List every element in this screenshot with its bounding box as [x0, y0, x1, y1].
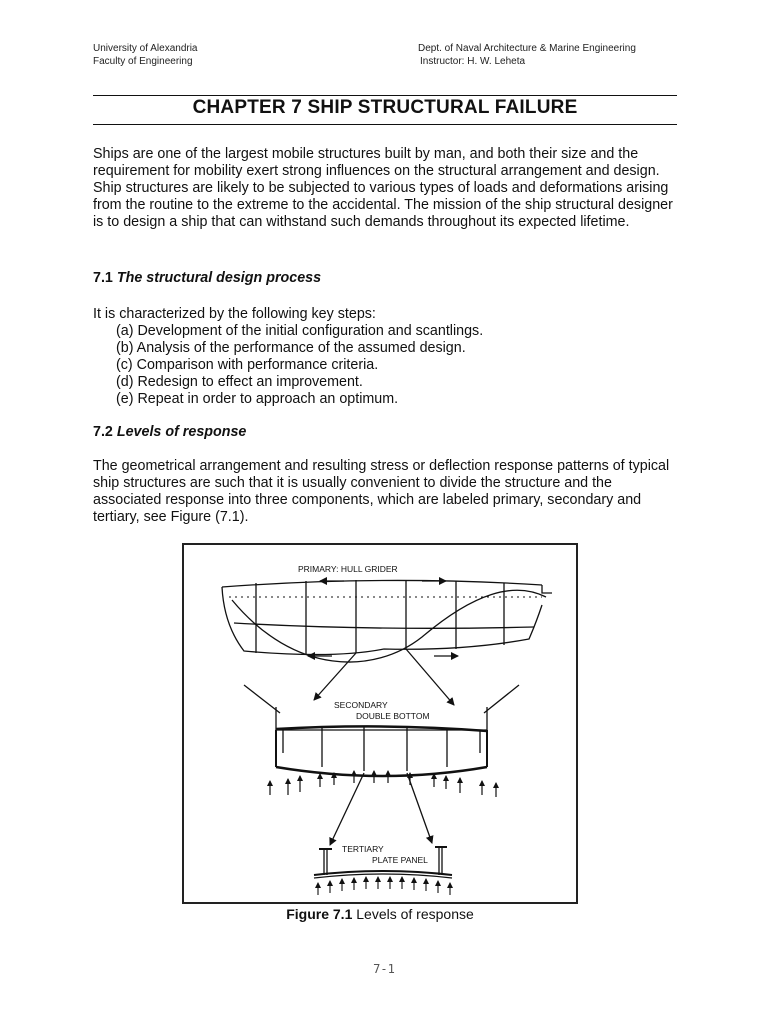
department-name: Dept. of Naval Architecture & Marine Engineering [418, 43, 636, 54]
label-plate-panel: PLATE PANEL [372, 855, 428, 865]
instructor-name: Instructor: H. W. Leheta [420, 56, 526, 67]
label-tertiary: TERTIARY [342, 844, 384, 854]
section-number: 7.2 [93, 424, 113, 440]
figure-7-1 [182, 543, 578, 904]
list-item: (d) Redesign to effect an improvement. [116, 374, 363, 390]
header-right [418, 42, 636, 68]
faculty-name: Faculty of Engineering [93, 56, 193, 67]
university-name: University of Alexandria [93, 43, 198, 54]
design-steps-list [116, 323, 483, 408]
tertiary-pressure-arrows [318, 877, 450, 895]
title-rule-top [93, 95, 677, 96]
section-7-1-heading [93, 270, 321, 286]
levels-of-response-diagram [184, 545, 580, 906]
leader-arrow-icon [330, 773, 364, 845]
list-item: (e) Repeat in order to approach an optimum. [116, 391, 399, 407]
figure-caption [182, 906, 578, 922]
list-item: (b) Analysis of the performance of the assumed design. [116, 340, 466, 356]
label-secondary: SECONDARY [334, 700, 388, 710]
list-item: (c) Comparison with performance criteria. [116, 357, 379, 373]
list-item: (a) Development of the initial configuration and scantlings. [116, 323, 484, 339]
leader-arrow-icon [407, 773, 432, 843]
title-rule-bottom [93, 124, 677, 125]
hull-girder-drawing [222, 580, 552, 662]
secondary-bracket-line [484, 685, 519, 713]
caption-label: Figure 7.1 [286, 906, 353, 922]
secondary-bracket-line [244, 685, 280, 713]
caption-text: Levels of response [356, 906, 474, 922]
leader-arrow-icon [406, 649, 454, 705]
label-primary: PRIMARY: HULL GRIDER [298, 564, 398, 574]
section-title: The structural design process [116, 270, 322, 286]
section-title: Levels of response [116, 424, 247, 440]
levels-paragraph: The geometrical arrangement and resulting stress or deflection response patterns of typical ship structures are such that it is usually convenient to divide the structure and the associated response into three components, which are labeled primary, secondary and tertiary, see Figure (7.1). [93, 458, 670, 525]
section-number: 7.1 [93, 270, 113, 286]
chapter-title: CHAPTER 7 SHIP STRUCTURAL FAILURE [192, 97, 578, 118]
header-left [93, 42, 198, 68]
steps-lead: It is characterized by the following key steps: [93, 306, 376, 322]
section-7-2-heading [93, 424, 246, 440]
page-number: 7-1 [373, 962, 395, 976]
leader-arrow-icon [314, 653, 356, 700]
label-double-bottom: DOUBLE BOTTOM [356, 711, 430, 721]
intro-paragraph: Ships are one of the largest mobile structures built by man, and both their size and the requirement for mobility exert strong influences on the structural arrangement and design. Ship structures are likely to be subjected to various types of loads and deformations arising from the routine to the extreme to the accidental. The mission of the ship structural designer is to design a ship that can withstand such demands throughout its expected lifetime. [93, 146, 673, 230]
